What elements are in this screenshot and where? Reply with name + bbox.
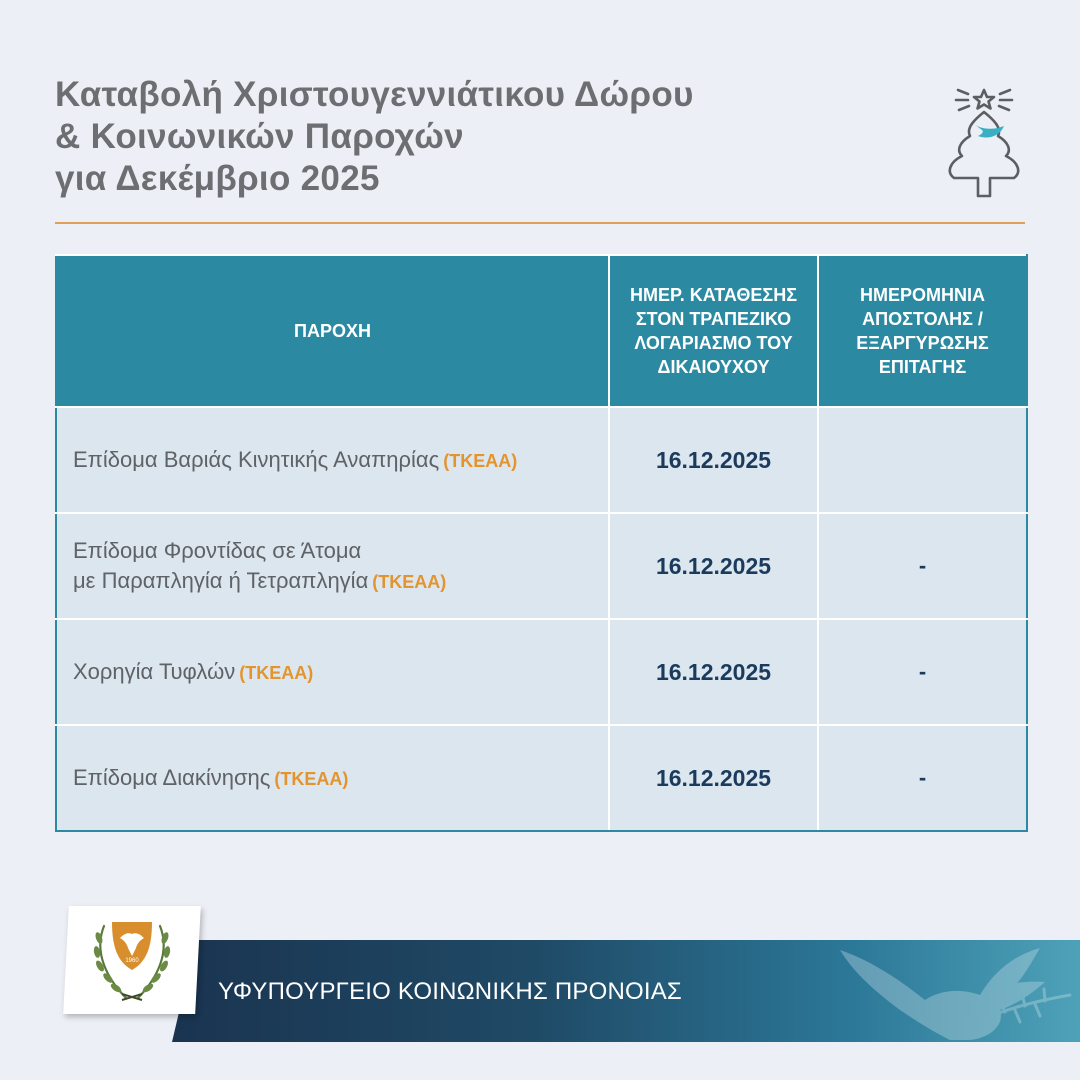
dispatch-date-cell xyxy=(818,407,1027,513)
title-line-2: & Κοινωνικών Παροχών xyxy=(55,117,464,156)
page-title xyxy=(55,74,694,200)
benefit-name: Επίδομα Βαριάς Κινητικής Αναπηρίας xyxy=(73,446,440,472)
header-benefit: ΠΑΡΟΧΗ xyxy=(56,255,609,407)
benefit-tag: (ΤΚΕΑΑ) xyxy=(239,662,314,683)
dove-icon xyxy=(830,940,1080,1042)
deposit-date-cell: 16.12.2025 xyxy=(609,619,818,725)
benefit-tag: (ΤΚΕΑΑ) xyxy=(274,768,349,789)
benefit-tag: (ΤΚΕΑΑ) xyxy=(372,571,447,592)
deposit-date-cell: 16.12.2025 xyxy=(609,513,818,619)
benefits-table xyxy=(55,254,1028,832)
benefit-tag: (ΤΚΕΑΑ) xyxy=(443,450,518,471)
deposit-date-cell: 16.12.2025 xyxy=(609,407,818,513)
benefit-name-line-1: Επίδομα Φροντίδας σε Άτομα xyxy=(73,537,362,563)
title-line-1: Καταβολή Χριστουγεννιάτικου Δώρου xyxy=(55,75,694,114)
emblem-year: 1960 xyxy=(125,958,139,964)
christmas-tree-icon xyxy=(938,84,1030,204)
title-divider xyxy=(55,222,1025,224)
dispatch-date-cell: - xyxy=(818,619,1027,725)
dispatch-date-cell: - xyxy=(818,513,1027,619)
deposit-date-cell: 16.12.2025 xyxy=(609,725,818,831)
table-row xyxy=(56,407,1027,513)
ministry-name: ΥΦΥΠΟΥΡΓΕΙΟ ΚΟΙΝΩΝΙΚΗΣ ΠΡΟΝΟΙΑΣ xyxy=(218,978,682,1005)
benefit-name-line-2: με Παραπληγία ή Τετραπληγία xyxy=(73,567,369,593)
table-header-row xyxy=(56,255,1027,407)
coat-of-arms-icon xyxy=(82,916,182,1008)
benefit-cell xyxy=(56,725,609,831)
header-dispatch-date: ΗΜΕΡΟΜΗΝΙΑ ΑΠΟΣΤΟΛΗΣ / ΕΞΑΡΓΥΡΩΣΗΣ ΕΠΙΤΑΓΗΣ xyxy=(818,255,1027,407)
benefit-cell xyxy=(56,619,609,725)
header-deposit-date: ΗΜΕΡ. ΚΑΤΑΘΕΣΗΣ ΣΤΟΝ ΤΡΑΠΕΖΙΚΟ ΛΟΓΑΡΙΑΣΜΟ ΤΟΥ ΔΙΚΑΙΟΥΧΟΥ xyxy=(609,255,818,407)
table-row xyxy=(56,725,1027,831)
benefit-cell xyxy=(56,407,609,513)
title-line-3: για Δεκέμβριο 2025 xyxy=(55,159,380,198)
benefit-cell xyxy=(56,513,609,619)
table-row xyxy=(56,513,1027,619)
table-row xyxy=(56,619,1027,725)
dispatch-date-cell: - xyxy=(818,725,1027,831)
benefit-name: Χορηγία Τυφλών xyxy=(73,658,236,684)
benefit-name: Επίδομα Διακίνησης xyxy=(73,764,271,790)
